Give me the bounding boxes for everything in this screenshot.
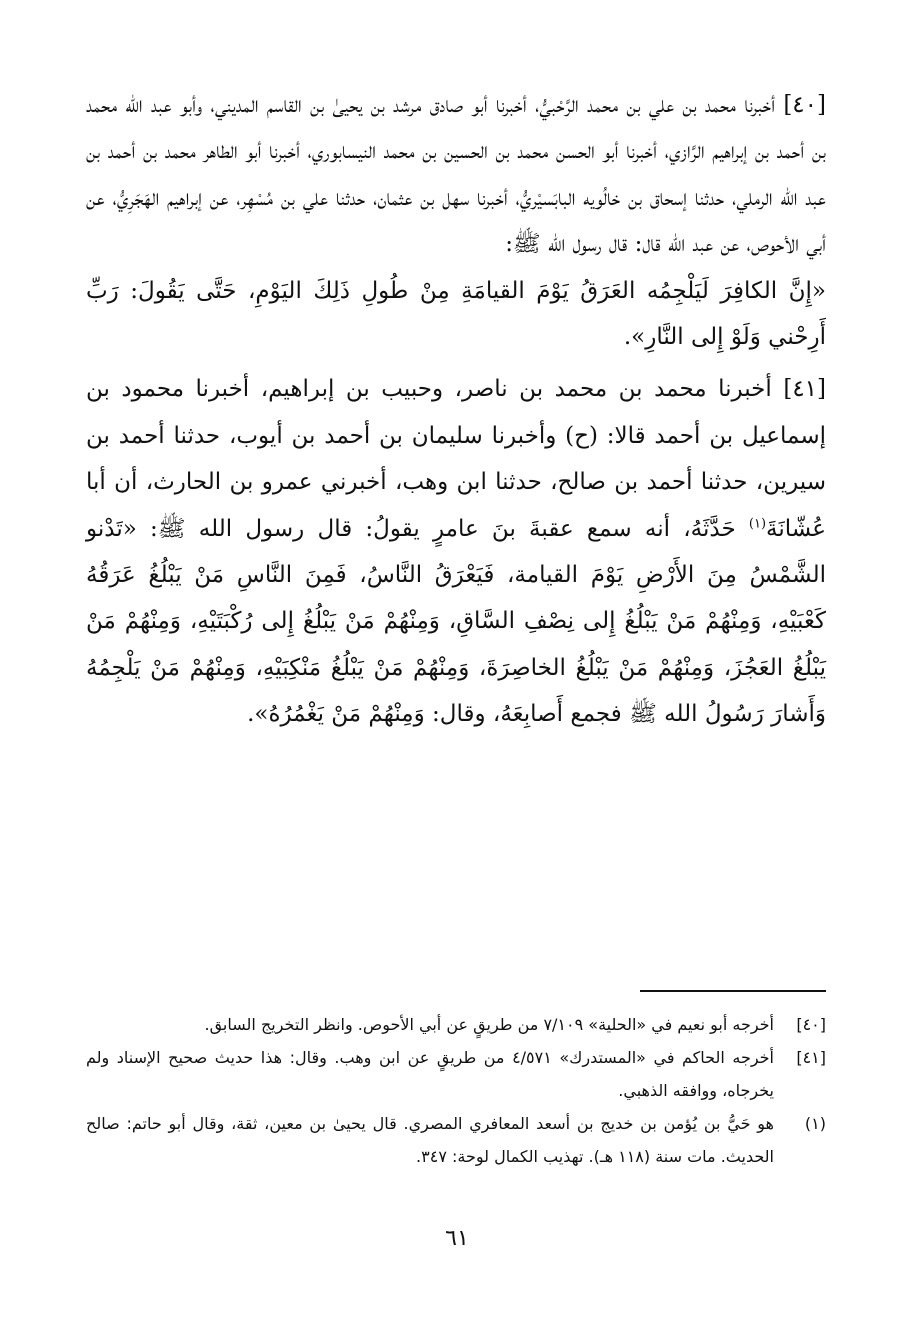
footnotes	[86, 1008, 826, 1173]
hadith-41	[86, 366, 826, 737]
hadith-40	[86, 82, 826, 268]
footnote-1	[86, 1107, 826, 1173]
page-number: ٦١	[445, 1226, 469, 1251]
footnote-divider	[640, 990, 826, 992]
footnote-text: أخرجه أبو نعيم في «الحلية» ٧/١٠٩ من طريقٍ عن أبي الأحوص. وانظر التخريج السابق.	[204, 1015, 774, 1034]
footnote-40	[86, 1008, 826, 1041]
footnote-ref-1: (١)	[748, 516, 767, 531]
footnote-label: [٤٠]	[796, 1015, 826, 1034]
hadith-41-body: حَدَّثَهُ، أنه سمع عقبةَ بنَ عامرٍ يقولُ: قال رسول الله ﷺ: «تَدْنو الشَّمْسُ مِنَ الأَرْضِ يَوْمَ القيامة، فَيَعْرَقُ النَّاسُ، فَمِنَ النَّاسِ مَنْ يَبْلُغُ عَرَقُهُ كَعْبَيْهِ، وَمِنْهُمْ مَنْ يَبْلُغُ إِلى نِصْفِ السَّاقِ، وَمِنْهُمْ مَنْ يَبْلُغُ إِلى رُكْبَتَيْهِ، وَمِنْهُمْ مَنْ يَبْلُغُ العَجُزَ، وَمِنْهُمْ مَنْ يَبْلُغُ الخاصِرَةَ، وَمِنْهُمْ مَنْ يَبْلُغُ مَنْكِبَيْهِ، وَمِنْهُمْ مَنْ يَلْجِمُهُ وَأَشارَ رَسُولُ الله ﷺ فجمع أَصابِعَهُ، وقال: وَمِنْهُمْ مَنْ يَغْمُرُهُ».	[86, 515, 826, 728]
main-text	[86, 82, 826, 738]
footnote-label: (١)	[804, 1114, 826, 1133]
hadith-41-chain: أخبرنا محمد بن محمد بن ناصر، وحبيب بن إبراهيم، أخبرنا محمود بن إسماعيل بن أحمد قالا: (ح) وأخبرنا سليمان بن أحمد بن أيوب، حدثنا أحمد بن سيرين، حدثنا أحمد بن صالح، حدثنا ابن وهب، أخبرني عمرو بن الحارث، أن أبا عُشّانَةَ	[86, 376, 826, 542]
hadith-40-chain: أخبرنا محمد بن علي بن محمد الرَّحْبيُّ، أخبرنا أبو صادق مرشد بن يحيىٰ بن القاسم المديني، وأبو عبد الله محمد بن أحمد بن إبراهيم الرَّازي، أخبرنا أبو الحسن محمد بن الحسين بن محمد النيسابوري، أخبرنا أبو الطاهر محمد بن أحمد بن عبد الله الرملي، حدثنا إسحاق بن خالُويه البابَسيْريُّ، أخبرنا سهل بن عثمان، حدثنا علي بن مُسْهِر، عن إبراهيم الهَجَرِيُّ، عن أبي الأحوص، عن عبد الله قال: قال رسول الله ﷺ:	[86, 92, 826, 258]
footnote-label: [٤١]	[796, 1048, 826, 1067]
footnote-text: أخرجه الحاكم في «المستدرك» ٤/٥٧١ من طريقٍ عن ابن وهب. وقال: هذا حديث صحيح الإسناد ولم يخرجاه، ووافقه الذهبي.	[86, 1048, 774, 1100]
hadith-40-quote: «إِنَّ الكافِرَ لَيَلْجِمُه العَرَقُ يَوْمَ القيامَةِ مِنْ طُولِ ذَلِكَ اليَوْمِ، حَتَّى يَقُولَ: رَبِّ أَرِحْني وَلَوْ إِلى النَّارِ».	[86, 277, 826, 351]
hadith-41-number: [٤١]	[783, 376, 827, 403]
hadith-40-number: [٤٠]	[783, 92, 826, 118]
footnote-41	[86, 1041, 826, 1107]
footnote-text: هو حَيُّ بن يُؤمن بن خديج بن أسعد المعافري المصري. قال يحيىٰ بن معين، ثقة، وقال أبو حاتم: صالح الحديث. مات سنة (١١٨ هـ). تهذيب الكمال لوحة: ٣٤٧.	[86, 1114, 774, 1166]
